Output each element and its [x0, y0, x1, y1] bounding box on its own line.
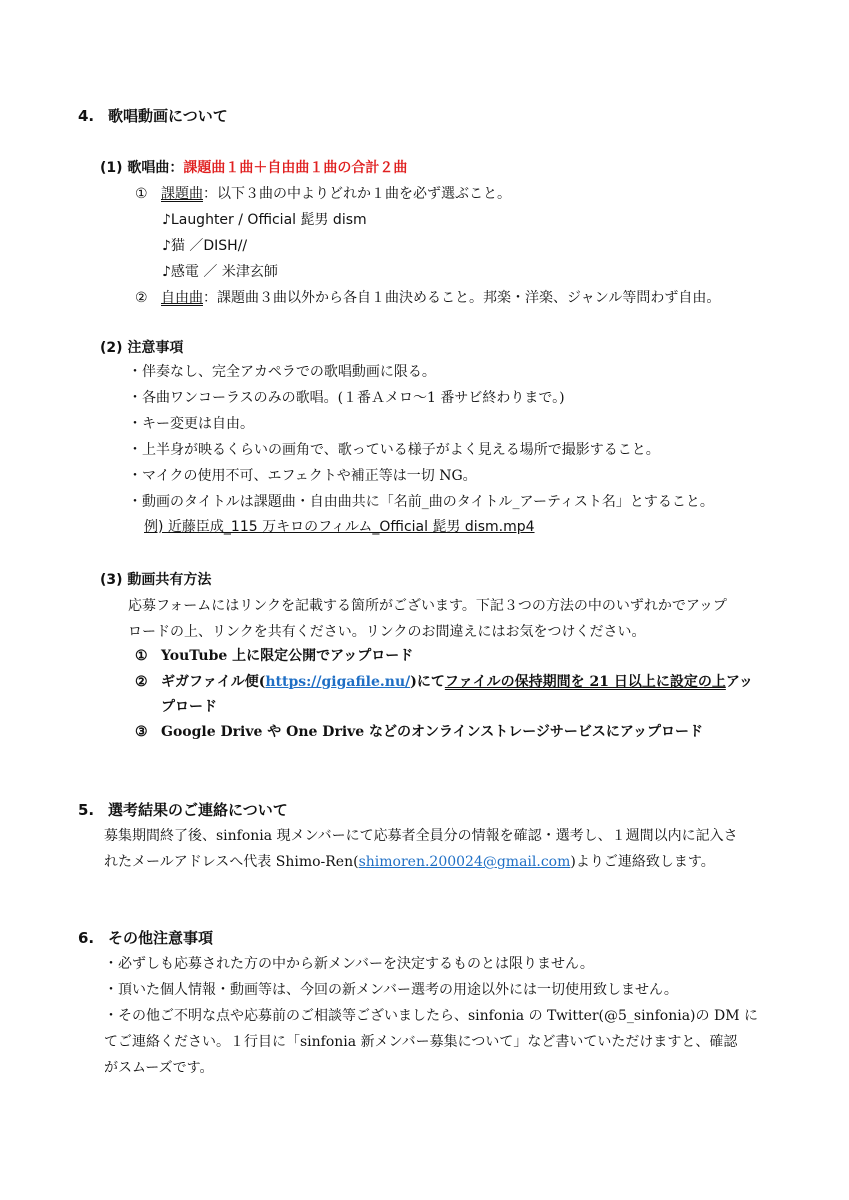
song-item: ♪Laughter / Official 髭男 dism: [162, 212, 367, 228]
jiyu-line: [135, 288, 720, 308]
caution-item: ・上半身が映るくらいの画角で、歌っている様子がよく見える場所で撮影すること。: [128, 442, 660, 458]
other-note: ・頂いた個人情報・動画等は、今回の新メンバー選考の用途以外には一切使用致しません。: [104, 982, 678, 998]
share-method-3: [135, 722, 703, 742]
method-2-text-e: プロード: [161, 699, 217, 715]
caution-item: ・動画のタイトルは課題曲・自由曲共に「名前_曲のタイトル_アーティスト名」とすること。: [128, 494, 714, 510]
section-4-heading: [78, 106, 228, 126]
method-3-number: ③: [135, 724, 148, 740]
other-note: てご連絡ください。１行目に「sinfonia 新メンバー募集について」など書いていただけますと、確認: [104, 1034, 738, 1050]
method-2-text-d: アッ: [725, 674, 753, 690]
share-intro-line: 応募フォームにはリンクを記載する箇所がございます。下記３つの方法の中のいずれかでアップ: [128, 598, 727, 614]
section-5-title: 選考結果のご連絡について: [108, 801, 288, 819]
section-6-heading: [78, 928, 213, 948]
kadai-line: [135, 184, 511, 204]
other-note: ・必ずしも応募された方の中から新メンバーを決定するものとは限りません。: [104, 956, 594, 972]
kadai-number: ①: [135, 186, 148, 202]
jiyu-text: ：課題曲３曲以外から各自１曲決めること。邦楽・洋楽、ジャンル等問わず自由。: [203, 290, 721, 306]
other-note: がスムーズです。: [104, 1060, 214, 1076]
section-6-number: 6.: [78, 929, 95, 947]
section-6-title: その他注意事項: [108, 929, 214, 947]
section-5-heading: [78, 800, 288, 820]
gigafile-link[interactable]: https://gigafile.nu/: [265, 674, 411, 690]
subsection-1-red-text: 課題曲１曲＋自由曲１曲の合計２曲: [183, 160, 408, 176]
share-method-1: [135, 646, 413, 666]
filename-example: 例) 近藤臣成_115 万キロのフィルム_Official 髭男 dism.mp4: [144, 519, 535, 535]
jiyu-label: 自由曲: [161, 290, 203, 306]
method-2-text-a: ギガファイル便(: [161, 674, 266, 690]
jiyu-number: ②: [135, 290, 148, 306]
subsection-2-heading: (2) 注意事項: [100, 340, 184, 356]
method-2-text-b: )にて: [410, 674, 445, 690]
section-4-title: 歌唱動画について: [108, 107, 228, 125]
section-5-line-2a: れたメールアドレスへ代表 Shimo-Ren(: [104, 854, 359, 870]
caution-item: ・キー変更は自由。: [128, 416, 254, 432]
method-3-text: Google Drive や One Drive などのオンラインストレージサービスにアップロード: [161, 724, 703, 740]
subsection-3-heading: (3) 動画共有方法: [100, 572, 212, 588]
section-4-number: 4.: [78, 107, 95, 125]
kadai-text: ：以下３曲の中よりどれか１曲を必ず選ぶこと。: [203, 186, 511, 202]
section-5-line: 募集期間終了後、sinfonia 現メンバーにて応募者全員分の情報を確認・選考し、１週間以内に記入さ: [104, 828, 738, 844]
share-intro-line: ロードの上、リンクを共有ください。リンクのお間違えにはお気をつけください。: [128, 624, 646, 640]
subsection-1-label: (1) 歌唱曲：: [100, 160, 184, 176]
subsection-1-heading: [100, 158, 407, 178]
method-2-number: ②: [135, 674, 148, 690]
section-5-line-2b: )よりご連絡致します。: [570, 854, 715, 870]
song-item: ♪猫 ／DISH//: [162, 238, 248, 254]
email-link[interactable]: shimoren.200024@gmail.com: [358, 854, 571, 870]
method-1-number: ①: [135, 648, 148, 664]
song-item: ♪感電 ／ 米津玄師: [162, 264, 278, 280]
caution-item: ・マイクの使用不可、エフェクトや補正等は一切 NG。: [128, 468, 477, 484]
section-5-number: 5.: [78, 801, 95, 819]
kadai-label: 課題曲: [161, 186, 203, 202]
share-method-2: [135, 672, 753, 692]
method-2-text-c: ファイルの保持期間を 21 日以上に設定の上: [444, 674, 726, 690]
method-1-text: YouTube 上に限定公開でアップロード: [161, 648, 414, 664]
other-note: ・その他ご不明な点や応募前のご相談等ございましたら、sinfonia の Twitter(@5_sinfonia)の DM に: [104, 1008, 758, 1024]
caution-item: ・伴奏なし、完全アカペラでの歌唱動画に限る。: [128, 364, 436, 380]
section-5-line: [104, 852, 715, 872]
caution-item: ・各曲ワンコーラスのみの歌唱。(１番Ａメロ〜1 番サビ終わりまで。): [128, 390, 565, 406]
